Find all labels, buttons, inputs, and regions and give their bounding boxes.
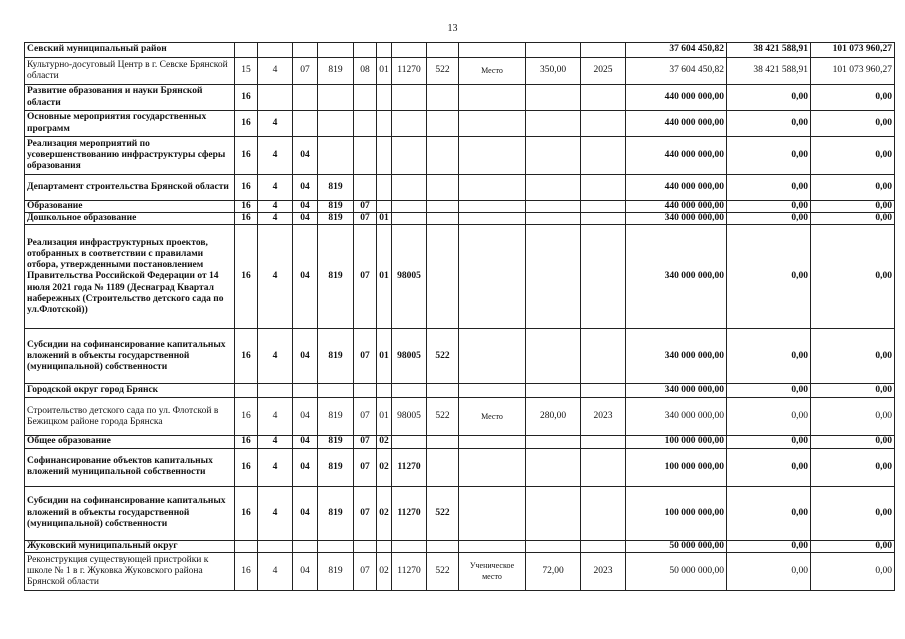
capacity-unit: Место	[459, 398, 526, 436]
amount-year-2: 0,00	[727, 213, 811, 225]
amount-year-1: 37 604 450,82	[626, 58, 727, 85]
code-expense-type	[427, 175, 459, 201]
code-expense-type: 522	[427, 486, 459, 540]
code-program: 16	[235, 486, 258, 540]
completion-year	[581, 43, 626, 58]
capacity-value	[526, 225, 581, 329]
capacity-value: 72,00	[526, 552, 581, 590]
completion-year: 2023	[581, 552, 626, 590]
row-name: Городской округ город Брянск	[25, 384, 235, 398]
amount-year-1: 100 000 000,00	[626, 448, 727, 486]
code-subprogram	[258, 540, 293, 552]
amount-year-3: 0,00	[811, 137, 895, 175]
amount-year-1: 440 000 000,00	[626, 85, 727, 111]
completion-year	[581, 384, 626, 398]
amount-year-3: 0,00	[811, 398, 895, 436]
code-event: 04	[293, 486, 318, 540]
capacity-value: 280,00	[526, 398, 581, 436]
capacity-value	[526, 137, 581, 175]
capacity-unit	[459, 85, 526, 111]
amount-year-3: 0,00	[811, 540, 895, 552]
code-expense-type	[427, 201, 459, 213]
amount-year-3: 0,00	[811, 213, 895, 225]
amount-year-3: 101 073 960,27	[811, 58, 895, 85]
amount-year-2: 0,00	[727, 111, 811, 137]
code-expense-type	[427, 43, 459, 58]
row-name: Департамент строительства Брянской области	[25, 175, 235, 201]
code-section	[354, 111, 377, 137]
code-direction: 11270	[392, 552, 427, 590]
code-direction: 98005	[392, 329, 427, 384]
code-subsection: 01	[377, 329, 392, 384]
completion-year	[581, 329, 626, 384]
amount-year-2: 0,00	[727, 225, 811, 329]
capacity-unit	[459, 175, 526, 201]
table-row	[25, 111, 895, 137]
amount-year-3: 0,00	[811, 552, 895, 590]
capacity-value	[526, 448, 581, 486]
amount-year-2: 38 421 588,91	[727, 58, 811, 85]
code-subsection: 01	[377, 58, 392, 85]
capacity-unit	[459, 201, 526, 213]
code-department	[318, 137, 354, 175]
capacity-unit	[459, 43, 526, 58]
code-program: 16	[235, 552, 258, 590]
code-direction: 11270	[392, 58, 427, 85]
completion-year: 2025	[581, 58, 626, 85]
code-section: 07	[354, 225, 377, 329]
amount-year-1: 37 604 450,82	[626, 43, 727, 58]
code-program	[235, 43, 258, 58]
table-row	[25, 137, 895, 175]
code-subsection	[377, 43, 392, 58]
code-subprogram: 4	[258, 398, 293, 436]
code-section	[354, 175, 377, 201]
row-name: Образование	[25, 201, 235, 213]
completion-year: 2023	[581, 398, 626, 436]
code-subprogram: 4	[258, 448, 293, 486]
code-program: 16	[235, 201, 258, 213]
capacity-unit	[459, 225, 526, 329]
capacity-unit	[459, 486, 526, 540]
table-row	[25, 58, 895, 85]
code-program: 15	[235, 58, 258, 85]
code-department	[318, 540, 354, 552]
code-expense-type	[427, 85, 459, 111]
code-subsection	[377, 85, 392, 111]
code-department: 819	[318, 175, 354, 201]
amount-year-1: 100 000 000,00	[626, 486, 727, 540]
code-direction	[392, 85, 427, 111]
code-program: 16	[235, 111, 258, 137]
code-direction	[392, 384, 427, 398]
code-subsection: 01	[377, 398, 392, 436]
code-subprogram: 4	[258, 225, 293, 329]
page-number: 13	[447, 23, 458, 34]
code-direction	[392, 540, 427, 552]
completion-year	[581, 201, 626, 213]
code-subprogram: 4	[258, 137, 293, 175]
table-row	[25, 85, 895, 111]
code-event	[293, 43, 318, 58]
amount-year-2: 0,00	[727, 552, 811, 590]
completion-year	[581, 111, 626, 137]
code-event: 04	[293, 436, 318, 448]
completion-year	[581, 486, 626, 540]
code-section: 07	[354, 398, 377, 436]
code-expense-type: 522	[427, 329, 459, 384]
capacity-value	[526, 329, 581, 384]
amount-year-3: 0,00	[811, 436, 895, 448]
completion-year	[581, 85, 626, 111]
completion-year	[581, 436, 626, 448]
amount-year-2: 0,00	[727, 175, 811, 201]
completion-year	[581, 448, 626, 486]
row-name: Реконструкция существующей пристройки к школе № 1 в г. Жуковка Жуковского района Брянской области	[25, 552, 235, 590]
table-row	[25, 213, 895, 225]
code-subsection	[377, 201, 392, 213]
amount-year-2: 0,00	[727, 486, 811, 540]
code-section: 07	[354, 201, 377, 213]
amount-year-2: 0,00	[727, 329, 811, 384]
code-event	[293, 540, 318, 552]
code-subsection	[377, 540, 392, 552]
row-name: Развитие образования и науки Брянской области	[25, 85, 235, 111]
code-section: 07	[354, 436, 377, 448]
code-department	[318, 111, 354, 137]
code-section: 07	[354, 486, 377, 540]
row-name: Культурно-досуговый Центр в г. Севске Брянской области	[25, 58, 235, 85]
amount-year-2: 0,00	[727, 85, 811, 111]
code-subsection: 02	[377, 552, 392, 590]
amount-year-2: 0,00	[727, 137, 811, 175]
amount-year-2: 0,00	[727, 201, 811, 213]
code-direction	[392, 111, 427, 137]
table-row	[25, 201, 895, 213]
completion-year	[581, 540, 626, 552]
code-expense-type	[427, 137, 459, 175]
row-name: Субсидии на софинансирование капитальных вложений в объекты государственной (муниципальной) собственности	[25, 329, 235, 384]
code-program	[235, 384, 258, 398]
amount-year-1: 440 000 000,00	[626, 201, 727, 213]
code-subsection	[377, 175, 392, 201]
code-section	[354, 540, 377, 552]
code-event: 04	[293, 137, 318, 175]
capacity-value	[526, 201, 581, 213]
code-subprogram: 4	[258, 213, 293, 225]
capacity-value	[526, 111, 581, 137]
amount-year-2: 38 421 588,91	[727, 43, 811, 58]
amount-year-3: 0,00	[811, 384, 895, 398]
amount-year-1: 50 000 000,00	[626, 540, 727, 552]
amount-year-1: 340 000 000,00	[626, 213, 727, 225]
code-department: 819	[318, 436, 354, 448]
code-expense-type: 522	[427, 398, 459, 436]
row-name: Реализация мероприятий по усовершенствованию инфраструктуры сферы образования	[25, 137, 235, 175]
capacity-unit	[459, 384, 526, 398]
row-name: Софинансирование объектов капитальных вложений муниципальной собственности	[25, 448, 235, 486]
capacity-value	[526, 43, 581, 58]
row-name: Основные мероприятия государственных программ	[25, 111, 235, 137]
code-expense-type	[427, 111, 459, 137]
table-row	[25, 329, 895, 384]
code-section	[354, 137, 377, 175]
code-subsection	[377, 384, 392, 398]
code-subprogram: 4	[258, 329, 293, 384]
amount-year-3: 101 073 960,27	[811, 43, 895, 58]
capacity-unit: Место	[459, 58, 526, 85]
amount-year-1: 100 000 000,00	[626, 436, 727, 448]
code-direction: 98005	[392, 225, 427, 329]
completion-year	[581, 137, 626, 175]
amount-year-3: 0,00	[811, 85, 895, 111]
code-department: 819	[318, 552, 354, 590]
row-name: Общее образование	[25, 436, 235, 448]
amount-year-3: 0,00	[811, 175, 895, 201]
completion-year	[581, 175, 626, 201]
table-row	[25, 486, 895, 540]
code-department	[318, 85, 354, 111]
code-event: 04	[293, 225, 318, 329]
code-subprogram: 4	[258, 486, 293, 540]
capacity-value: 350,00	[526, 58, 581, 85]
code-direction: 98005	[392, 398, 427, 436]
code-program: 16	[235, 137, 258, 175]
code-direction	[392, 175, 427, 201]
table-row	[25, 398, 895, 436]
table-row	[25, 175, 895, 201]
code-department: 819	[318, 201, 354, 213]
completion-year	[581, 225, 626, 329]
table-row	[25, 436, 895, 448]
capacity-value	[526, 175, 581, 201]
row-name: Жуковский муниципальный округ	[25, 540, 235, 552]
code-event: 04	[293, 213, 318, 225]
table-row	[25, 384, 895, 398]
code-event: 04	[293, 175, 318, 201]
capacity-value	[526, 213, 581, 225]
code-program: 16	[235, 436, 258, 448]
amount-year-3: 0,00	[811, 225, 895, 329]
capacity-value	[526, 540, 581, 552]
code-subsection: 02	[377, 486, 392, 540]
code-program: 16	[235, 225, 258, 329]
amount-year-2: 0,00	[727, 448, 811, 486]
code-event: 04	[293, 552, 318, 590]
code-subprogram: 4	[258, 436, 293, 448]
code-department: 819	[318, 486, 354, 540]
code-department: 819	[318, 329, 354, 384]
code-expense-type	[427, 448, 459, 486]
code-subsection	[377, 111, 392, 137]
amount-year-1: 440 000 000,00	[626, 111, 727, 137]
row-name: Строительство детского сада по ул. Флотской в Бежицком районе города Брянска	[25, 398, 235, 436]
code-event	[293, 85, 318, 111]
table-row	[25, 448, 895, 486]
amount-year-1: 340 000 000,00	[626, 384, 727, 398]
code-subprogram	[258, 85, 293, 111]
code-department: 819	[318, 58, 354, 85]
code-expense-type	[427, 213, 459, 225]
code-subprogram	[258, 43, 293, 58]
code-expense-type: 522	[427, 552, 459, 590]
code-department: 819	[318, 225, 354, 329]
capacity-unit	[459, 436, 526, 448]
code-direction	[392, 43, 427, 58]
code-event: 04	[293, 448, 318, 486]
code-expense-type	[427, 384, 459, 398]
amount-year-2: 0,00	[727, 384, 811, 398]
code-section: 07	[354, 552, 377, 590]
amount-year-1: 440 000 000,00	[626, 175, 727, 201]
code-subprogram	[258, 384, 293, 398]
code-subprogram: 4	[258, 201, 293, 213]
code-expense-type: 522	[427, 58, 459, 85]
capacity-value	[526, 85, 581, 111]
capacity-unit	[459, 329, 526, 384]
amount-year-2: 0,00	[727, 398, 811, 436]
code-expense-type	[427, 540, 459, 552]
code-event: 04	[293, 398, 318, 436]
code-program: 16	[235, 329, 258, 384]
amount-year-2: 0,00	[727, 540, 811, 552]
code-section	[354, 384, 377, 398]
capacity-unit: Ученическое место	[459, 552, 526, 590]
code-program: 16	[235, 175, 258, 201]
capacity-unit	[459, 448, 526, 486]
row-name: Субсидии на софинансирование капитальных вложений в объекты государственной (муниципальной) собственности	[25, 486, 235, 540]
code-department	[318, 384, 354, 398]
code-program: 16	[235, 398, 258, 436]
capacity-unit	[459, 111, 526, 137]
row-name: Севский муниципальный район	[25, 43, 235, 58]
row-name: Реализация инфраструктурных проектов, отобранных в соответствии с правилами отбора, утвержденными постановлением Правительства Российской Федерации от 14 июля 2021 года № 1189 (Деснаград Квартал набережных (Строительство детского сада по ул.Флотской))	[25, 225, 235, 329]
table-row	[25, 552, 895, 590]
code-subprogram: 4	[258, 111, 293, 137]
code-subprogram: 4	[258, 552, 293, 590]
code-section: 08	[354, 58, 377, 85]
amount-year-1: 340 000 000,00	[626, 398, 727, 436]
table-row	[25, 43, 895, 58]
table-row	[25, 540, 895, 552]
code-program: 16	[235, 213, 258, 225]
amount-year-3: 0,00	[811, 201, 895, 213]
capacity-unit	[459, 540, 526, 552]
code-department: 819	[318, 213, 354, 225]
amount-year-3: 0,00	[811, 111, 895, 137]
code-direction	[392, 436, 427, 448]
code-direction: 11270	[392, 448, 427, 486]
row-name: Дошкольное образование	[25, 213, 235, 225]
code-event: 07	[293, 58, 318, 85]
capacity-value	[526, 384, 581, 398]
code-subsection: 01	[377, 225, 392, 329]
capacity-value	[526, 436, 581, 448]
amount-year-1: 340 000 000,00	[626, 329, 727, 384]
amount-year-3: 0,00	[811, 486, 895, 540]
code-subsection: 02	[377, 448, 392, 486]
code-event	[293, 384, 318, 398]
completion-year	[581, 213, 626, 225]
capacity-unit	[459, 213, 526, 225]
code-section	[354, 43, 377, 58]
code-section	[354, 85, 377, 111]
table-row	[25, 225, 895, 329]
code-subprogram: 4	[258, 58, 293, 85]
code-section: 07	[354, 213, 377, 225]
code-program: 16	[235, 85, 258, 111]
code-subprogram: 4	[258, 175, 293, 201]
code-subsection: 02	[377, 436, 392, 448]
amount-year-1: 50 000 000,00	[626, 552, 727, 590]
amount-year-1: 340 000 000,00	[626, 225, 727, 329]
amount-year-3: 0,00	[811, 448, 895, 486]
code-event: 04	[293, 329, 318, 384]
code-program	[235, 540, 258, 552]
capacity-unit	[459, 137, 526, 175]
code-subsection: 01	[377, 213, 392, 225]
code-expense-type	[427, 225, 459, 329]
code-event: 04	[293, 201, 318, 213]
amount-year-2: 0,00	[727, 436, 811, 448]
code-subsection	[377, 137, 392, 175]
amount-year-3: 0,00	[811, 329, 895, 384]
code-direction	[392, 213, 427, 225]
code-department: 819	[318, 448, 354, 486]
code-direction: 11270	[392, 486, 427, 540]
code-program: 16	[235, 448, 258, 486]
capacity-value	[526, 486, 581, 540]
code-event	[293, 111, 318, 137]
code-section: 07	[354, 448, 377, 486]
code-expense-type	[427, 436, 459, 448]
amount-year-1: 440 000 000,00	[626, 137, 727, 175]
code-direction	[392, 137, 427, 175]
code-department: 819	[318, 398, 354, 436]
code-direction	[392, 201, 427, 213]
code-section: 07	[354, 329, 377, 384]
budget-table	[24, 42, 895, 591]
code-department	[318, 43, 354, 58]
